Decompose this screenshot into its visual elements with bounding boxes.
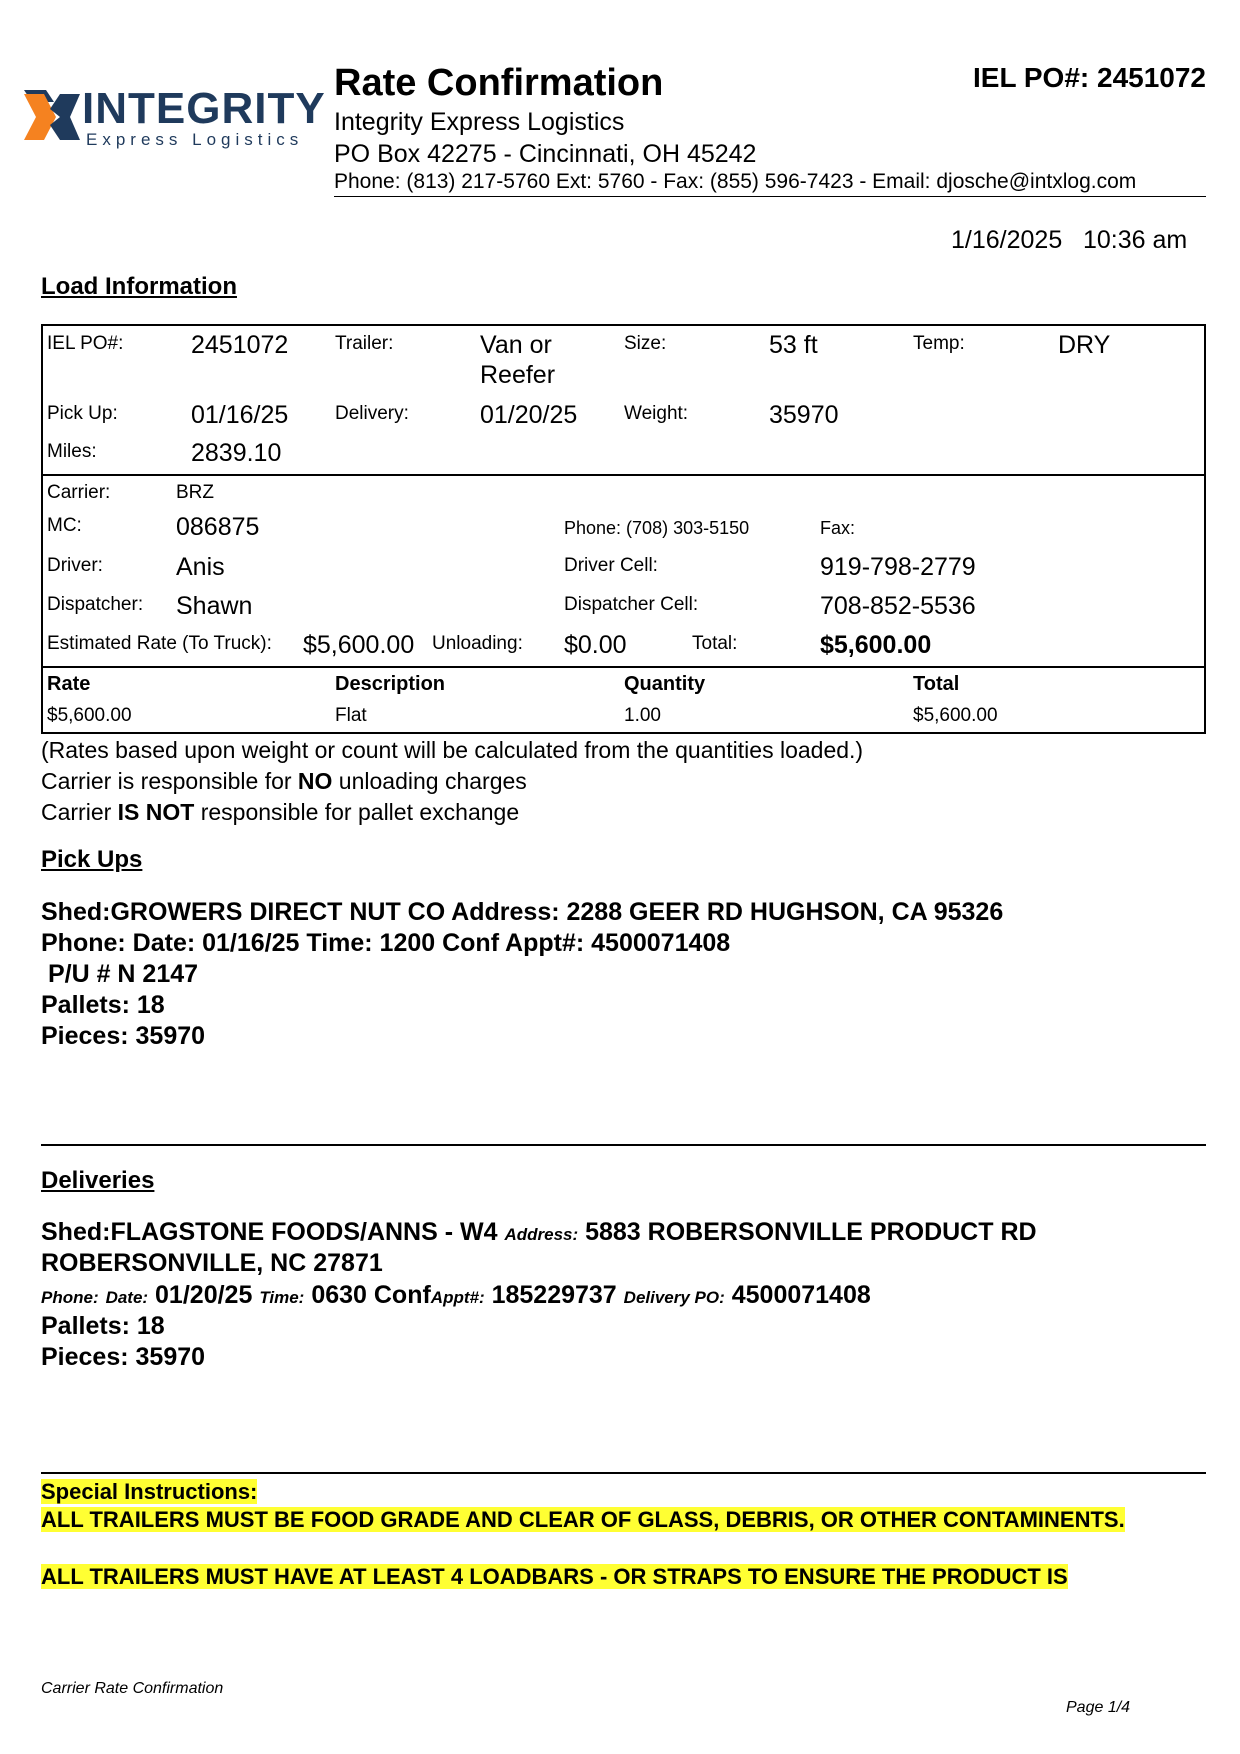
size-label: Size: [624,333,667,354]
company-name: Integrity Express Logistics [334,108,625,136]
page-number: Page 1/4 [1066,1699,1131,1716]
load-information-box [41,324,1206,734]
delivery-time-label: Time: [259,1288,305,1307]
special-instruction-1-text: ALL TRAILERS MUST BE FOOD GRADE AND CLEAR OF GLASS, DEBRIS, OR OTHER CONTAMINENTS. [41,1507,1125,1532]
special-instructions-heading [41,1478,257,1506]
section-divider-2 [41,1472,1206,1474]
driver-value: Anis [176,553,225,581]
mc-value: 086875 [176,513,260,541]
mc-label: MC: [47,515,82,536]
miles-label: Miles: [47,441,97,462]
rates-cell-quantity: 1.00 [624,705,661,726]
dispatcher-value: Shawn [176,592,253,620]
driver-cell-label: Driver Cell: [564,555,658,576]
delivery-shed-line [41,1216,1037,1251]
box-divider-1 [43,474,1204,476]
company-contact: Phone: (813) 217-5760 Ext: 5760 - Fax: (855) 596-7423 - Email: djosche@intxlog.com [334,170,1137,193]
delivery-address-line2: ROBERSONVILLE, NC 27871 [41,1249,383,1277]
weight-value: 35970 [769,401,839,429]
estimated-rate-value: $5,600.00 [303,631,415,659]
delivery-date: 01/20/25 [155,1281,253,1309]
trailer-label: Trailer: [335,333,394,354]
logo-tagline: Express Logistics [86,130,304,149]
company-address: PO Box 42275 - Cincinnati, OH 45242 [334,140,757,168]
rates-header-rate: Rate [47,673,91,695]
unloading-note [41,767,527,795]
driver-cell-value: 919-798-2779 [820,553,976,581]
box-divider-2 [43,666,1204,668]
header-divider [334,196,1206,197]
delivery-address-label: Address: [504,1225,579,1244]
pickup-shed-line: Shed:GROWERS DIRECT NUT CO Address: 2288 GEER RD HUGHSON, CA 95326 [41,898,1004,926]
pallet-note-post: responsible for pallet exchange [194,799,520,825]
pickup-label: Pick Up: [47,403,118,424]
unloading-value: $0.00 [564,631,627,659]
dispatcher-cell-label: Dispatcher Cell: [564,594,699,615]
trailer-value-line1: Van or [480,331,552,359]
logo-mark-icon [24,90,80,144]
rates-cell-rate: $5,600.00 [47,705,132,726]
total-value: $5,600.00 [820,631,932,659]
pickup-value: 01/16/25 [191,401,289,429]
pallet-note [41,798,519,826]
delivery-phone-label: Phone: [41,1288,99,1307]
delivery-appointment-line [41,1279,871,1314]
delivery-shed: Shed:FLAGSTONE FOODS/ANNS - W4 [41,1218,498,1246]
delivery-po-label: Delivery PO: [623,1288,725,1307]
total-label: Total: [692,633,738,654]
carrier-phone: Phone: (708) 303-5150 [564,518,750,538]
delivery-pieces: Pieces: 35970 [41,1343,206,1371]
special-instruction-2-text: ALL TRAILERS MUST HAVE AT LEAST 4 LOADBARS - OR STRAPS TO ENSURE THE PRODUCT IS [41,1564,1068,1589]
delivery-pallets: Pallets: 18 [41,1312,165,1340]
rates-cell-description: Flat [335,705,367,726]
pallet-note-pre: Carrier [41,799,118,825]
special-instruction-1 [41,1506,1125,1534]
temp-value: DRY [1058,331,1111,359]
rates-cell-total: $5,600.00 [913,705,998,726]
pickup-number-line: P/U # N 2147 [41,960,199,988]
weight-label: Weight: [624,403,689,424]
trailer-value-line2: Reefer [480,361,556,389]
pickup-pieces: Pieces: 35970 [41,1022,206,1050]
delivery-time: 0630 Conf [311,1281,431,1309]
unloading-label: Unloading: [432,633,523,654]
logo-wordmark: INTEGRITY [82,84,326,133]
print-date: 1/16/2025 [951,226,1063,254]
section-divider-1 [41,1144,1206,1146]
carrier-label: Carrier: [47,482,111,503]
delivery-value: 01/20/25 [480,401,578,429]
delivery-appt-label: Appt#: [430,1288,485,1307]
po-number-heading: IEL PO#: 2451072 [973,62,1206,93]
pickups-heading: Pick Ups [41,846,143,873]
estimated-rate-label: Estimated Rate (To Truck): [47,633,272,654]
pickup-pallets: Pallets: 18 [41,991,165,1019]
fax-label: Fax: [820,518,856,538]
miles-value: 2839.10 [191,439,282,467]
company-logo [24,86,324,152]
deliveries-heading: Deliveries [41,1167,155,1194]
special-instructions-heading-text: Special Instructions: [41,1479,258,1504]
rates-header-quantity: Quantity [624,673,706,695]
rates-header-description: Description [335,673,446,695]
unloading-note-pre: Carrier is responsible for [41,768,298,794]
delivery-label: Delivery: [335,403,409,424]
delivery-date-label: Date: [105,1288,149,1307]
delivery-po: 4500071408 [731,1281,871,1309]
document-title: Rate Confirmation [334,62,664,104]
load-information-heading: Load Information [41,273,237,300]
carrier-value: BRZ [176,482,214,503]
special-instruction-2 [41,1563,1068,1591]
dispatcher-label: Dispatcher: [47,594,144,615]
print-time: 10:36 am [1083,226,1188,254]
po-label: IEL PO#: [47,333,124,354]
unloading-note-post: unloading charges [332,768,527,794]
po-value: 2451072 [191,331,289,359]
rates-note: (Rates based upon weight or count will be calculated from the quantities loaded.) [41,737,864,763]
pickup-appointment-line: Phone: Date: 01/16/25 Time: 1200 Conf Appt#: 4500071408 [41,929,731,957]
rates-header-total: Total [913,673,960,695]
unloading-note-bold: NO [297,768,333,794]
pallet-note-bold: IS NOT [117,799,195,825]
driver-label: Driver: [47,555,103,576]
footer-label: Carrier Rate Confirmation [41,1680,224,1697]
dispatcher-cell-value: 708-852-5536 [820,592,976,620]
temp-label: Temp: [913,333,965,354]
delivery-appt: 185229737 [491,1281,617,1309]
size-value: 53 ft [769,331,818,359]
delivery-address-line1: 5883 ROBERSONVILLE PRODUCT RD [585,1218,1037,1246]
